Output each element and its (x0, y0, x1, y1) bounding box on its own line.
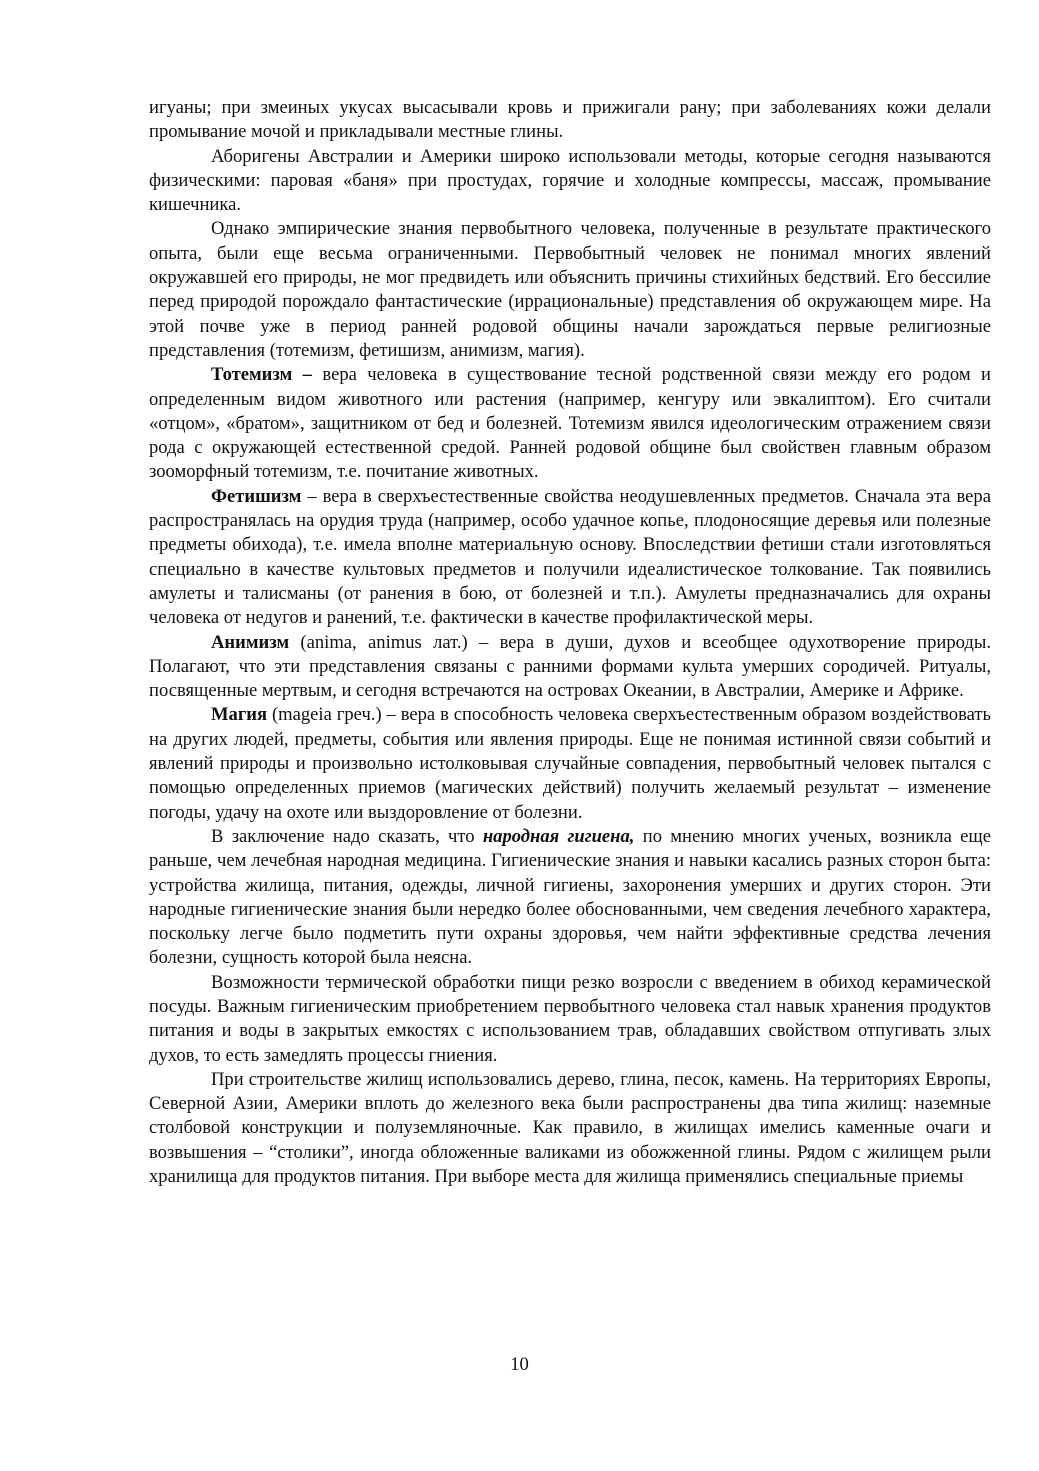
term-fetishism: Фетишизм (211, 485, 302, 507)
text-folk-hygiene: по мнению многих ученых, возникла еще раньше, чем лечебная народная медицина. Гигиенические знания и навыки касались разных сторон быта: устройства жилища, питания, одежды, личной гигиены, захоронения умерших и других сторон. Эти народные гигиенические знания были нередко более обоснованными, чем сведения лечебного характера, поскольку легче было подметить пути охраны здоровья, чем найти эффективные средства лечения болезни, сущность которой была неясна. (149, 825, 991, 969)
text-magic: (mageia греч.) – вера в способность человека сверхъестественным образом воздействовать на других людей, предметы, события или явления природы. Еще не понимая истинной связи событий и явлений природы и произвольно истолковывая случайные совпадения, первобытный человек пытался с помощью определенных приемов (магических действий) получить желаемый результат – изменение погоды, удачу на охоте или выздоровление от болезни. (149, 704, 991, 823)
page-number: 10 (510, 1354, 529, 1375)
paragraph-fetishism (149, 485, 991, 631)
paragraph-continuation: игуаны; при змеиных укусах высасывали кровь и прижигали рану; при заболеваниях кожи делали промывание мочой и прикладывали местные глины. (149, 97, 991, 143)
paragraph-aborigines: Аборигены Австралии и Америки широко использовали методы, которые сегодня называются физическими: паровая «баня» при простудах, горячие и холодные компрессы, массаж, промывание кишечника. (149, 145, 991, 216)
paragraph-dwellings: При строительстве жилищ использовались дерево, глина, песок, камень. На территориях Европы, Северной Азии, Америки вплоть до железного века были распространены два типа жилищ: наземные столбовой конструкции и полуземляночные. Как правило, в жилищах имелись каменные очаги и возвышения – “столики”, иногда обложенные валиками из обожженной глины. Рядом с жилищем рыли хранилища для продуктов питания. При выборе места для жилища применялись специальные приемы (149, 1068, 991, 1188)
paragraph-animism (149, 631, 991, 704)
paragraph-food-processing: Возможности термической обработки пищи резко возросли с введением в обиход керамической посуды. Важным гигиеническим приобретением первобытного человека стал навык хранения продуктов питания и воды в закрытых емкостях с использованием трав, обладавших свойством отпугивать злых духов, то есть замедлять процессы гниения. (149, 971, 991, 1066)
text-animism: (anima, animus лат.) – вера в души, духов и всеобщее одухотворение природы. Полагают, что эти представления связаны с ранними формами культа умерших сородичей. Ритуалы, посвященные мертвым, и сегодня встречаются на островах Океании, в Австралии, Америке и Африке. (149, 631, 991, 702)
paragraph-magic (149, 703, 991, 824)
term-animism: Анимизм (211, 631, 290, 653)
paragraph-empirical-knowledge: Однако эмпирические знания первобытного человека, полученные в результате практического опыта, были еще весьма ограниченными. Первобытный человек не понимал многих явлений окружавшей его природы, не мог предвидеть или объяснить причины стихийных бедствий. Его бессилие перед природой порождало фантастические (иррациональные) представления об окружающем мире. На этой почве уже в период ранней родовой общины начали зарождаться первые религиозные представления (тотемизм, фетишизм, анимизм, магия). (149, 218, 991, 361)
paragraph-totemism (149, 363, 991, 484)
term-totemism: Тотемизм – (211, 364, 312, 386)
text-folk-hygiene-pre: В заключение надо сказать, что (211, 825, 483, 847)
paragraph-folk-hygiene (149, 825, 991, 971)
page-body (149, 96, 991, 1189)
term-magic: Магия (211, 704, 268, 726)
text-fetishism: – вера в сверхъестественные свойства неодушевленных предметов. Сначала эта вера распространялась на орудия труда (например, особо удачное копье, плодоносящие деревья или полезные предметы обихода), т.е. имела вполне материальную основу. Впоследствии фетиши стали изготовляться специально в качестве культовых предметов и получили идеалистическое толкование. Так появились амулеты и талисманы (от ранения в бою, от болезней и т.п.). Амулеты предназначались для охраны человека от недугов и ранений, т.е. фактически в качестве профилактической меры. (149, 485, 991, 629)
text-totemism: вера человека в существование тесной родственной связи между его родом и определенным видом животного или растения (например, кенгуру или эвкалиптом). Его считали «отцом», «братом», защитником от бед и болезней. Тотемизм явился идеологическим отражением связи рода с окружающей естественной средой. Ранней родовой общине был свойствен главным образом зооморфный тотемизм, т.е. почитание животных. (149, 364, 992, 483)
term-folk-hygiene: народная гигиена, (482, 825, 635, 847)
